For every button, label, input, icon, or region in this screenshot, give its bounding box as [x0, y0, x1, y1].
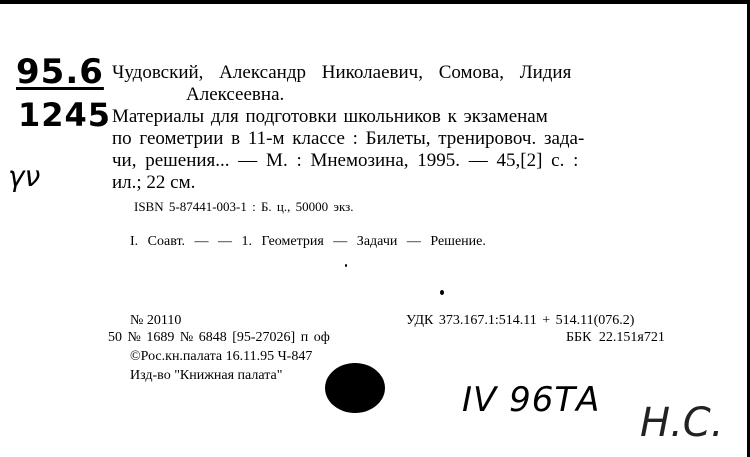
ink-dot [440, 290, 444, 295]
title-line-3: чи, решения... — М. : Мнемозина, 1995. — 45,[2] с. : [112, 150, 579, 171]
handwritten-stamp: IV 96ТА [462, 380, 601, 420]
bbk-code: ББК 22.151я721 [566, 330, 665, 345]
card-top-edge [0, 0, 750, 4]
handwritten-mark: γν [8, 160, 41, 193]
title-line-1: Материалы для подготовки школьников к экзаменам [112, 106, 548, 127]
copyright-line: ©Рос.кн.палата 16.11.95 Ч-847 [130, 349, 313, 364]
isbn-line: ISBN 5-87441-003-1 : Б. ц., 50000 экз. [134, 199, 354, 214]
record-number: № 20110 [130, 313, 182, 328]
order-line: 50 № 1689 № 6848 [95-27026] п оф [108, 330, 330, 345]
subject-tracings: I. Соавт. — — 1. Геометрия — Задачи — Решение. [130, 234, 486, 249]
entry-heading: Чудовский, Александр Николаевич, Сомова, Лидия [112, 62, 572, 83]
handwritten-initials: Н.С. [640, 400, 724, 446]
title-line-4: ил.; 22 см. [112, 172, 196, 193]
ink-blot [325, 363, 385, 413]
publisher-line: Изд-во "Книжная палата" [130, 368, 283, 383]
shelfmark-class: 95.6 [16, 52, 104, 92]
title-line-2: по геометрии в 11-м классе : Билеты, тренировоч. зада- [112, 128, 585, 149]
shelfmark-author-code: 1245 [18, 96, 112, 134]
ink-dot [345, 264, 347, 267]
udk-code: УДК 373.167.1:514.11 + 514.11(076.2) [406, 313, 635, 328]
entry-heading-cont: Алексеевна. [186, 84, 285, 105]
